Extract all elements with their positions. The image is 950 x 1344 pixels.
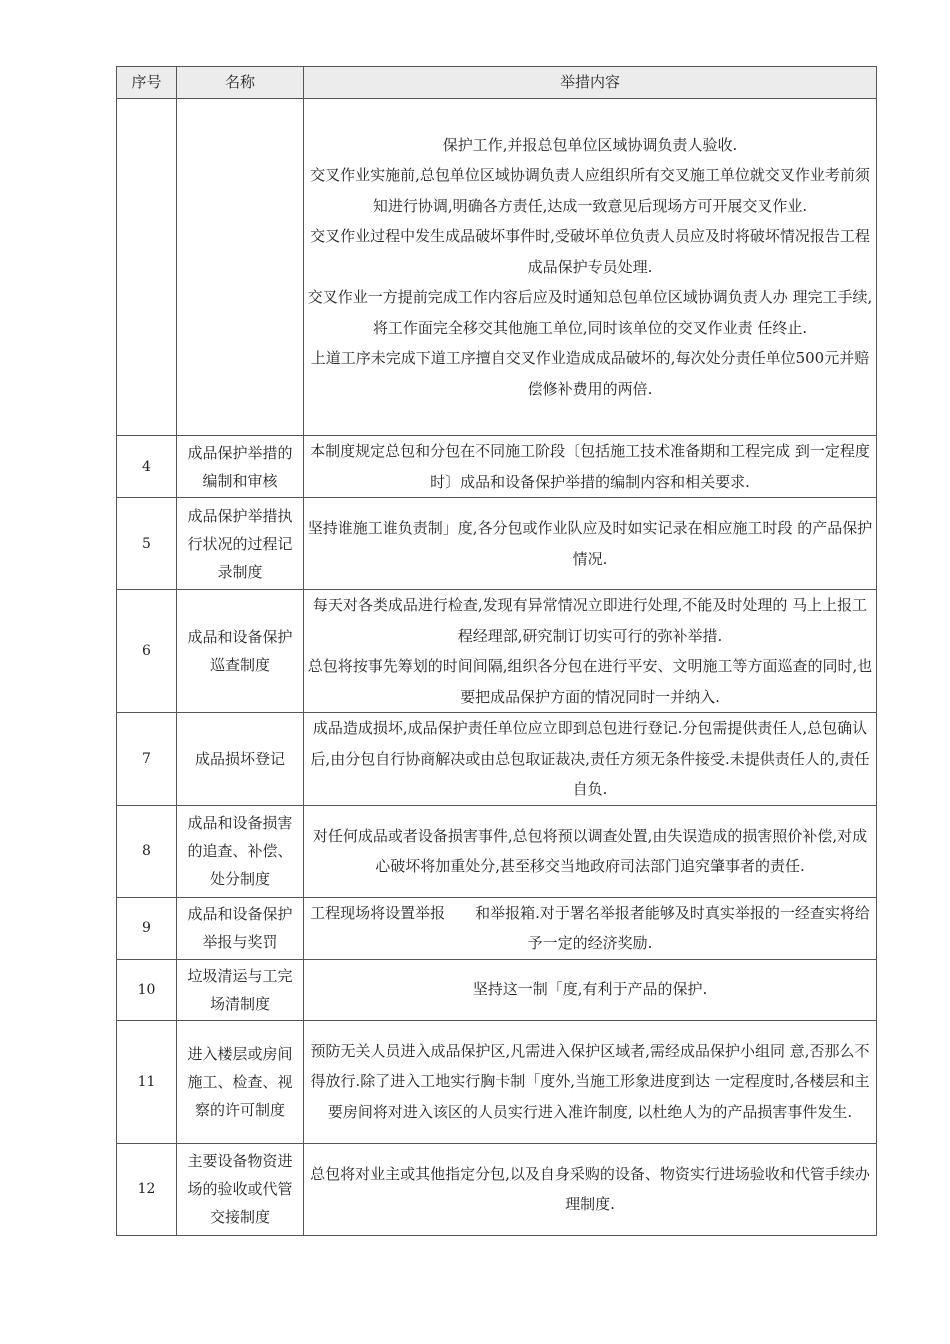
content-paragraph: 本制度规定总包和分包在不同施工阶段〔包括施工技术准备期和工程完成 到一定程度时〕成品和设备保护举措的编制内容和相关要求. [310,442,870,491]
row-content [304,897,877,959]
content-paragraph: 交叉作业实施前,总包单位区域协调负责人应组织所有交叉施工单位就交叉作业考前须知进行协调,明确各方责任,达成一致意见后现场方可开展交叉作业. [310,166,870,215]
row-name: 主要设备物资进 场的验收或代管 交接制度 [177,1143,304,1235]
row-name: 成品和设备保护 举报与奖罚 [177,897,304,959]
table-row [117,959,877,1020]
content-paragraph: 成品造成损坏,成品保护责任单位应立即到总包进行登记.分包需提供责任人,总包确认后,由分包自行协商解决或由总包取证裁决,责任方须无条件接受.未提供责任人的,责任自负. [310,719,870,798]
row-number: 10 [117,959,177,1020]
row-name: 成品保护举措执 行状况的过程记 录制度 [177,498,304,590]
row-number: 9 [117,897,177,959]
content-paragraph: 坚持这一制「度,有利于产品的保护. [472,980,708,999]
row-content [304,1020,877,1143]
header-no: 序号 [117,67,177,99]
content-paragraph: 上道工序未完成下道工序擅自交叉作业造成成品破坏的,每次处分责任单位500元并赔偿修补费用的两倍. [310,349,870,398]
table-row [117,1143,877,1235]
row-content [304,1143,877,1235]
row-number: 7 [117,713,177,806]
measures-table [116,66,877,1236]
row-content [304,959,877,1020]
row-number [117,99,177,436]
table-row [117,590,877,713]
content-paragraph: 总包将对业主或其他指定分包,以及自身采购的设备、物资实行进场验收和代管手续办理制度. [310,1164,870,1213]
row-number: 5 [117,498,177,590]
row-name: 进入楼层或房间 施工、检查、视 察的许可制度 [177,1020,304,1143]
row-content [304,805,877,897]
row-number: 8 [117,805,177,897]
row-content [304,498,877,590]
content-paragraph: 保护工作,并报总包单位区域协调负责人验收. [442,135,738,154]
content-paragraph: 总包将按事先筹划的时间间隔,组织各分包在进行平安、文明施工等方面巡查的同时,也要把成品保护方面的情况同时一并纳入. [307,657,873,706]
content-paragraph: 对任何成品或者设备损害事件,总包将预以调查处置,由失误造成的损害照价补偿,对成心破坏将加重处分,甚至移交当地政府司法部门追究肇事者的责任. [312,826,868,875]
header-content: 举措内容 [304,67,877,99]
content-paragraph: 预防无关人员进入成品保护区,凡需进入保护区域者,需经成品保护小组同 意,否那么不得放行.除了进入工地实行胸卡制「度外,当施工形象进度到达 一定程度时,各楼层和主要房间将对进入该区的人员实行进入准许制度, 以杜绝人为的产品损害事件发生. [310,1041,870,1121]
table-row [117,713,877,806]
content-paragraph: 工程现场将设置举报 和举报箱.对于署名举报者能够及时真实举报的一经查实将给予一定的经济奖励. [310,903,870,952]
table-body [117,99,877,1236]
row-name: 成品保护举措的 编制和审核 [177,436,304,498]
row-content [304,590,877,713]
row-content [304,713,877,806]
table-header-row [117,67,877,99]
content-paragraph: 坚持谁施工谁负责制」度,各分包或作业队应及时如实记录在相应施工时段 的产品保护情况. [307,519,873,568]
row-name: 成品损坏登记 [177,713,304,806]
row-name: 成品和设备损害 的追查、补偿、 处分制度 [177,805,304,897]
row-number: 6 [117,590,177,713]
content-paragraph: 交叉作业一方提前完成工作内容后应及时通知总包单位区域协调负责人办 理完工手续,将工作面完全移交其他施工单位,同时该单位的交叉作业责 任终止. [307,288,873,337]
row-name [177,99,304,436]
row-content [304,99,877,436]
row-number: 12 [117,1143,177,1235]
table-row [117,1020,877,1143]
table-row [117,99,877,436]
table-row [117,805,877,897]
content-paragraph: 交叉作业过程中发生成品破坏事件时,受破坏单位负责人员应及时将破坏情况报告工程成品保护专员处理. [310,227,870,276]
table-row [117,436,877,498]
row-number: 4 [117,436,177,498]
table-row [117,498,877,590]
content-paragraph: 每天对各类成品进行检查,发现有异常情况立即进行处理,不能及时处理的 马上上报工程经理部,研究制订切实可行的弥补举措. [312,596,868,645]
row-name: 垃圾清运与工完 场清制度 [177,959,304,1020]
header-name: 名称 [177,67,304,99]
row-number: 11 [117,1020,177,1143]
table-row [117,897,877,959]
row-name: 成品和设备保护 巡查制度 [177,590,304,713]
row-content [304,436,877,498]
